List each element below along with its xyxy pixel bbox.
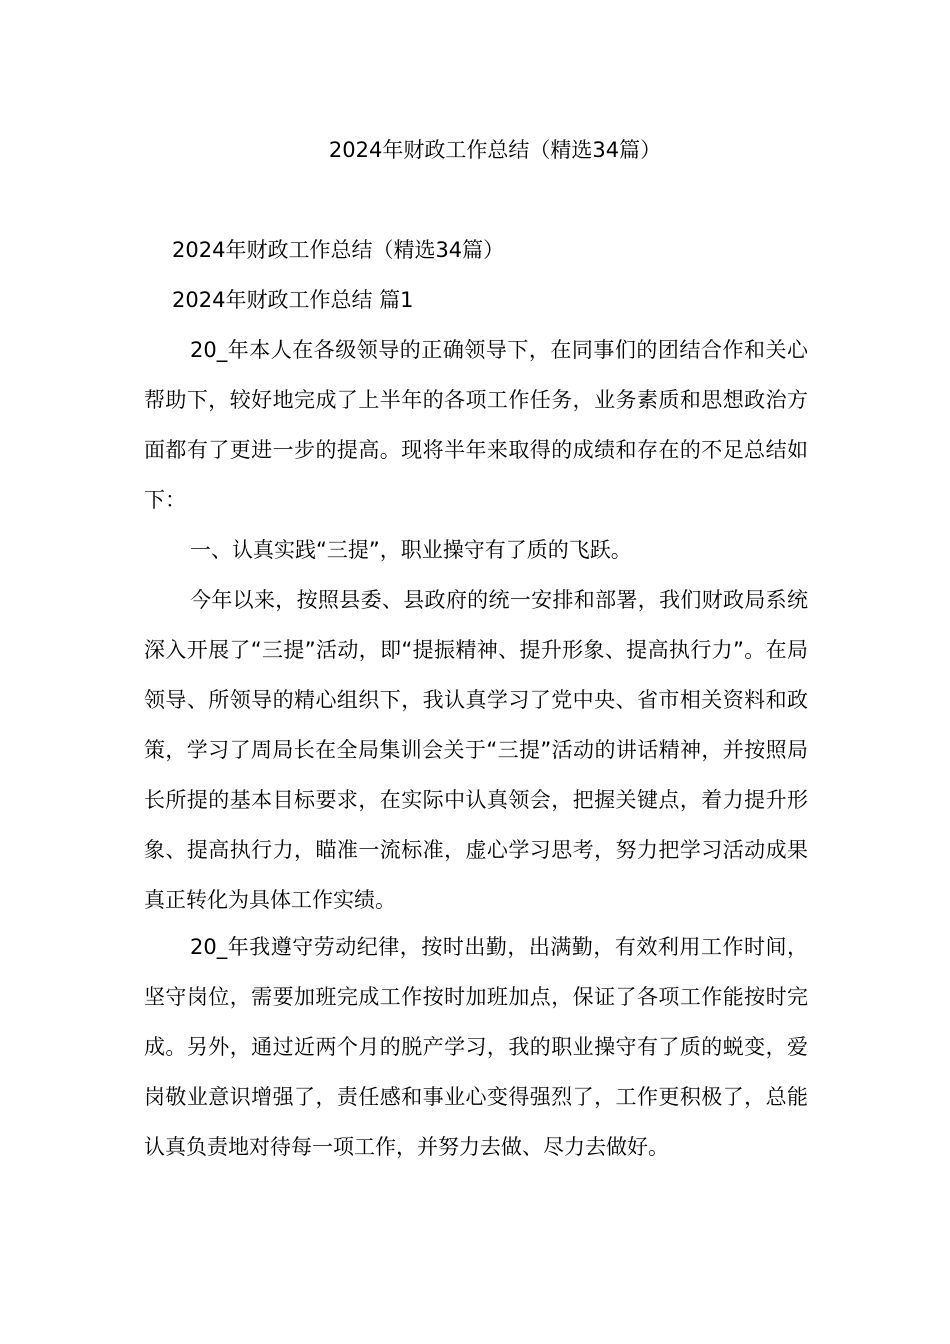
section-title: 2024年财政工作总结 篇1 [172,288,414,312]
paragraph-intro: 20_年本人在各级领导的正确领导下，在同事们的团结合作和关心帮助下，较好地完成了上半年的各项工作任务，业务素质和思想政治方面都有了更进一步的提高。现将半年来取得的成绩和存在的不足总结如下： [144,338,808,512]
paragraph-body-2: 20_年我遵守劳动纪律，按时出勤，出满勤，有效利用工作时间，坚守岗位，需要加班完成工作按时加班加点，保证了各项工作能按时完成。另外，通过近两个月的脱产学习，我的职业操守有了质的蜕变，爱岗敬业意识增强了，责任感和事业心变得强烈了，工作更积极了，总能认真负责地对待每一项工作，并努力去做、尽力去做好。 [144,935,808,1159]
document-subtitle: 2024年财政工作总结（精选34篇） [172,238,505,262]
paragraph-body-1: 今年以来，按照县委、县政府的统一安排和部署，我们财政局系统深入开展了“三提”活动，即“提振精神、提升形象、提高执行力”。在局领导、所领导的精心组织下，我认真学习了党中央、省市相关资料和政策，学习了周局长在全局集训会关于“三提”活动的讲话精神，并按照局长所提的基本目标要求，在实际中认真领会，把握关键点，着力提升形象、提高执行力，瞄准一流标准，虚心学习思考，努力把学习活动成果真正转化为具体工作实绩。 [144,588,808,912]
paragraph-heading-1: 一、认真实践“三提”，职业操守有了质的飞跃。 [190,538,632,562]
document-title: 2024年财政工作总结（精选34篇） [328,138,662,162]
